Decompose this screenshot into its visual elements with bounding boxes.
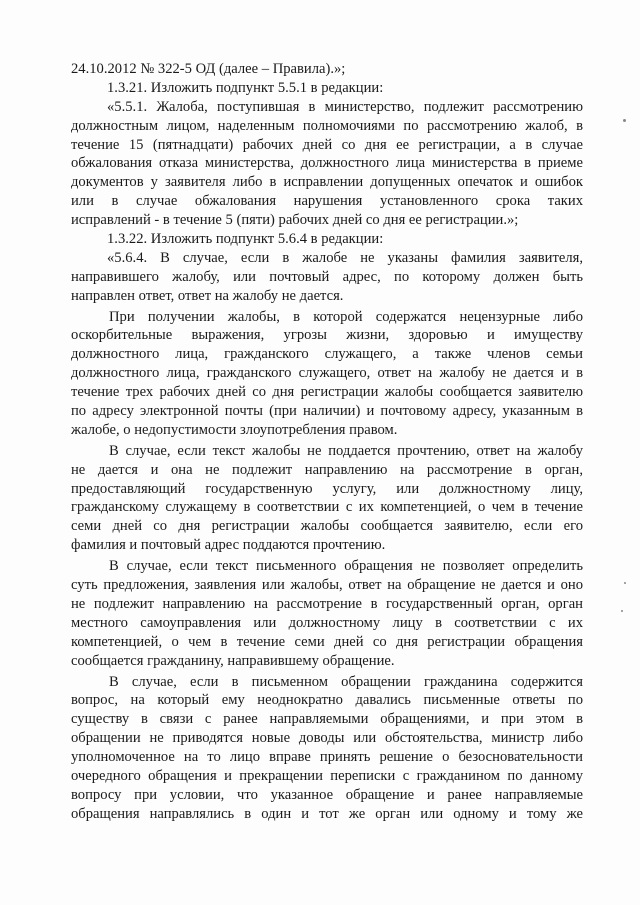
text-line: по адресу электронной почты (при наличии) и почтовому адресу, указанным в — [71, 403, 583, 420]
text-line: жалобе, о недопустимости злоупотребления правом. — [71, 421, 398, 438]
text-line: не подлежит направлению на рассмотрение в государственный орган, орган — [71, 595, 583, 612]
text-line: местного самоуправления или должностному лицу в соответствии с их — [71, 614, 583, 631]
text-line: уполномоченное на то лицо вправе принять решение о безосновательности — [71, 749, 583, 766]
text-line: не дается и она не подлежит направлению на рассмотрение в орган, — [71, 461, 583, 478]
text-line: должностным лицом, наделенным полномочиями по рассмотрению жалоб, в — [71, 117, 583, 134]
text-line: «5.5.1. Жалоба, поступившая в министерство, подлежит рассмотрению — [107, 98, 583, 115]
text-line: обращении не приводятся новые доводы или обстоятельства, министр либо — [71, 730, 583, 747]
text-line: суть предложения, заявления или жалобы, ответ на обращение не дается и оно — [71, 577, 583, 594]
text-line: очередного обращения и прекращении переписки с гражданином по данному — [71, 767, 583, 784]
text-line: «5.6.4. В случае, если в жалобе не указаны фамилия заявителя, — [107, 249, 583, 266]
text-line: течение трех рабочих дней со дня регистрации жалобы сообщается заявителю — [71, 384, 583, 401]
document-body — [71, 60, 583, 824]
text-line: обращения направлялись в один и тот же орган или одному и тому же — [71, 805, 583, 822]
text-line: семи дней со дня регистрации жалобы сообщается заявителю, если его — [71, 518, 583, 535]
text-line: предоставляющий государственную услугу, или должностному лицу, — [71, 480, 583, 497]
text-line: фамилия и почтовый адрес поддаются прочтению. — [71, 537, 386, 554]
text-line: существу в связи с ранее направляемыми обращениями, и при этом в — [71, 711, 583, 728]
text-line: документов у заявителя либо в исправлении допущенных опечаток и ошибок — [71, 174, 583, 191]
text-line: сообщается гражданину, направившему обращение. — [71, 652, 395, 669]
text-line: В случае, если текст жалобы не поддается прочтению, ответ на жалобу — [109, 442, 583, 459]
text-line: направившего жалобу, или почтовый адрес, по которому должен быть — [71, 268, 583, 285]
text-line: обжалования отказа министерства, должностного лица министерства в приеме — [71, 155, 583, 172]
text-line: должностного лица, гражданского служащего, ответ на жалобу не дается и в — [71, 365, 583, 382]
text-line: или в случае обжалования нарушения установленного срока таких — [71, 193, 583, 210]
text-line: При получении жалобы, в которой содержатся нецензурные либо — [109, 308, 583, 325]
text-line: исправлений - в течение 5 (пяти) рабочих дней со дня ее регистрации.»; — [71, 212, 519, 229]
text-line: направлен ответ, ответ на жалобу не дается. — [71, 287, 344, 304]
text-line: В случае, если текст письменного обращения не позволяет определить — [109, 558, 583, 575]
text-line: должностного лица, гражданского служащего, а также членов семьи — [71, 346, 583, 363]
text-line: оскорбительные выражения, угрозы жизни, здоровью и имуществу — [71, 327, 583, 344]
text-line: компетенцией, о чем в течение семи дней со дня регистрации обращения — [71, 633, 583, 650]
text-line: гражданскому служащему в соответствии с их компетенцией, о чем в течение — [71, 499, 583, 516]
text-line: 1.3.21. Изложить подпункт 5.5.1 в редакции: — [107, 79, 384, 96]
text-line: 1.3.22. Изложить подпункт 5.6.4 в редакции: — [107, 231, 384, 248]
text-line: 24.10.2012 № 322-5 ОД (далее – Правила).»; — [71, 61, 346, 77]
text-line: течение 15 (пятнадцати) рабочих дней со дня ее регистрации, а в случае — [71, 136, 583, 153]
text-line: вопросу при условии, что указанное обращение и ранее направляемые — [71, 786, 583, 803]
scan-speck — [623, 119, 626, 122]
text-line: вопрос, на который ему неоднократно давались письменные ответы по — [71, 692, 583, 709]
scan-speck — [621, 610, 623, 612]
scan-speck — [624, 582, 626, 584]
text-line: В случае, если в письменном обращении гражданина содержится — [109, 673, 583, 690]
